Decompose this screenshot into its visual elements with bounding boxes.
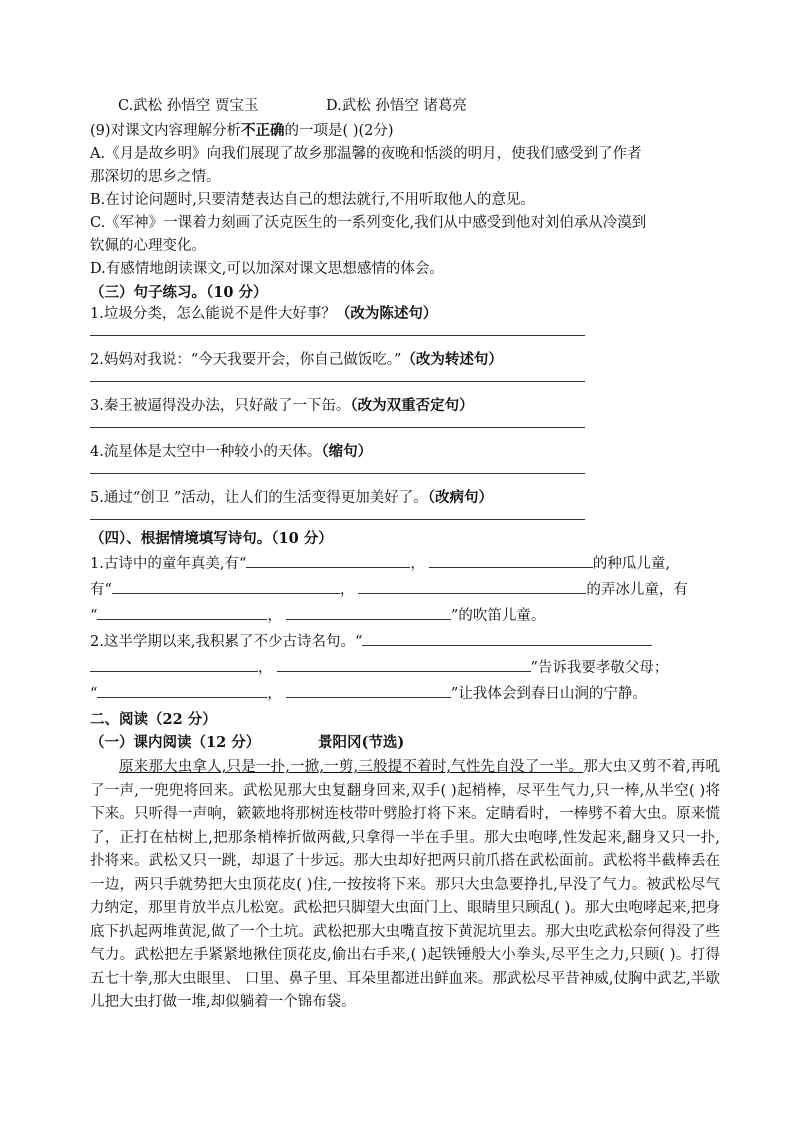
poem-blank[interactable]	[97, 605, 267, 620]
comma: ，	[339, 582, 355, 598]
poem-q1-line2	[90, 579, 720, 601]
sentence-item-3	[90, 395, 720, 417]
poem-q2-text: ”让我体会到春日山涧的宁静。	[450, 686, 647, 702]
q9-option-c-line1[interactable]: C.《军神》一课着力刻画了沃克医生的一系列变化,我们从中感受到他对刘伯承从冷漠到	[90, 215, 647, 231]
reading-passage	[90, 756, 720, 1015]
q9-option-a-line2[interactable]: 那深切的思乡之情。	[90, 169, 221, 185]
poem-q2-line3	[90, 683, 720, 705]
q9-stem-emphasis: 不正确	[241, 122, 285, 139]
reading-subheading-row	[90, 732, 720, 754]
poem-blank[interactable]	[358, 579, 586, 594]
comma: ，	[267, 608, 282, 624]
q9-option-b[interactable]: B.在讨论问题时,只要清楚表达自己的想法就行,不用听取他人的意见。	[90, 192, 535, 208]
sentence-item-text: 2.妈妈对我说：“今天我要开会，你自己做饭吃。”	[90, 352, 402, 368]
poem-blank[interactable]	[286, 683, 451, 698]
sentence-item-5	[90, 487, 720, 509]
poem-blank[interactable]	[246, 553, 410, 568]
q9-option-a-line1[interactable]: A.《月是故乡明》向我们展现了故乡那温馨的夜晚和恬淡的明月，使我们感受到了作者	[90, 146, 642, 162]
answer-line-2[interactable]	[90, 381, 585, 382]
sentence-item-requirement: （改为陈述句）	[335, 305, 438, 322]
q9-stem-text: (9)对课文内容理解分析	[90, 123, 242, 139]
sentence-item-4	[90, 441, 720, 463]
comma: ，	[410, 556, 425, 572]
passage-body: 那大虫又剪不着,再吼了一声,一兜兜将回来。武松见那大虫复翻身回来,双手( )起梢棒，尽平生气力,只一棒,从半空( )将下来。只听得一声响，簌簌地将那树连枝带叶劈脸打将下来。定睛看时，一棒劈不着大虫。原来慌了，正打在枯树上,把那条梢棒折做两截,只拿得一半在手里。那大虫咆哮,性发起来,翻身又只一扑,扑将来。武松又只一跳，却退了十步远。那大虫却好把两只前爪搭在武松面前。武松将半截棒丢在一边，两只手就势把大虫顶花皮( )住,一按按将下来。那只大虫急要挣扎,早没了气力。被武松尽气力纳定，那里肯放半点儿松宽。武松把只脚望大虫面门上、眼睛里只顾乱( )。那大虫咆哮起来,把身底下扒起两堆黄泥,做了一个土坑。武松把那大虫嘴直按下黄泥坑里去。那大虫吃武松奈何得没了些气力。武松把左手紧紧地揪住顶花皮,偷出右手来,( )起铁锤般大小拳头,尽平生之力,只顾( )。打得五七十拳,那大虫眼里、 口里、鼻子里、耳朵里都迸出鲜血来。那武松尽平昔神威,仗胸中武艺,半歇儿把大虫打做一堆,却似躺着一个锦布袋。	[90, 759, 721, 1010]
poem-q2-text: ”告诉我要孝敬父母；	[530, 660, 669, 676]
sentence-item-text: 3.秦王被逼得没办法，只好敲了一下缶。	[90, 398, 351, 414]
poem-q1-text: “	[90, 608, 98, 624]
poem-blank[interactable]	[112, 579, 340, 594]
q8-option-d[interactable]: D.武松 孙悟空 诸葛亮	[326, 98, 467, 114]
q9-option-d[interactable]: D.有感情地朗读课文,可以加深对课文思想感情的体会。	[90, 261, 444, 277]
sentence-item-requirement: （改为双重否定句）	[350, 397, 474, 414]
poem-q1-text: 的弄冰儿童，有	[586, 582, 688, 598]
sentence-item-text: 1.垃圾分类，怎么能说不是件大好事？	[90, 306, 336, 322]
sentence-item-requirement: （改病句）	[427, 489, 494, 506]
sentence-item-requirement: （缩句）	[321, 443, 373, 460]
part2-heading: 二、阅读（22 分）	[90, 711, 217, 728]
poem-blank[interactable]	[362, 631, 652, 646]
q9-option-c-line2[interactable]: 钦佩的心理变化。	[90, 238, 206, 254]
sentence-item-text: 4.流星体是太空中一种较小的天体。	[90, 444, 322, 460]
q8-option-c[interactable]: C.武松 孙悟空 贾宝玉	[118, 98, 259, 114]
comma: ，	[267, 686, 282, 702]
poem-q2-line1	[90, 631, 720, 653]
poem-blank[interactable]	[97, 683, 267, 698]
poem-q1-text: 的种瓜儿童,	[592, 556, 670, 572]
q9-stem-tail: 的一项是( )(2分)	[284, 123, 394, 139]
sentence-item-2	[90, 349, 720, 371]
poem-q1-text: 1.古诗中的童年真美,有“	[90, 556, 247, 572]
comma: ，	[258, 660, 273, 676]
poem-blank[interactable]	[277, 657, 531, 672]
answer-line-5[interactable]	[90, 519, 585, 520]
passage-underlined-sentence: 原来那大虫拿人,只是一扑,一掀,一剪,三般提不着时,气性先自没了一半。	[119, 759, 584, 775]
passage-title: 景阳冈(节选)	[318, 734, 405, 751]
poem-q1-text: ”的吹笛儿童。	[450, 608, 546, 624]
section3-heading: （三）句子练习。（10 分）	[90, 284, 268, 301]
answer-line-3[interactable]	[90, 427, 585, 428]
poem-blank[interactable]	[90, 657, 258, 672]
poem-q2-text: “	[90, 686, 98, 702]
poem-q2-text: 2.这半学期以来,我积累了不少古诗名句。“	[90, 634, 363, 650]
q8-options-row	[90, 96, 720, 117]
poem-blank[interactable]	[429, 553, 593, 568]
sentence-item-text: 5.通过“创卫 ”活动，让人们的生活变得更加美好了。	[90, 490, 428, 506]
poem-q1-line1	[90, 553, 720, 575]
poem-blank[interactable]	[286, 605, 451, 620]
poem-q2-line2	[90, 657, 720, 679]
q9-stem	[90, 120, 720, 142]
sentence-item-requirement: （改为转述句）	[401, 351, 503, 368]
answer-line-1[interactable]	[90, 335, 585, 336]
section4-heading: （四）、根据情境填写诗句。（10 分）	[90, 530, 333, 547]
exam-page	[90, 96, 720, 1015]
reading-subheading: （一）课内阅读（12 分）	[90, 734, 261, 751]
poem-q1-line3	[90, 605, 720, 627]
sentence-item-1	[90, 303, 720, 325]
answer-line-4[interactable]	[90, 473, 585, 474]
poem-q1-text: 有“	[90, 582, 112, 598]
